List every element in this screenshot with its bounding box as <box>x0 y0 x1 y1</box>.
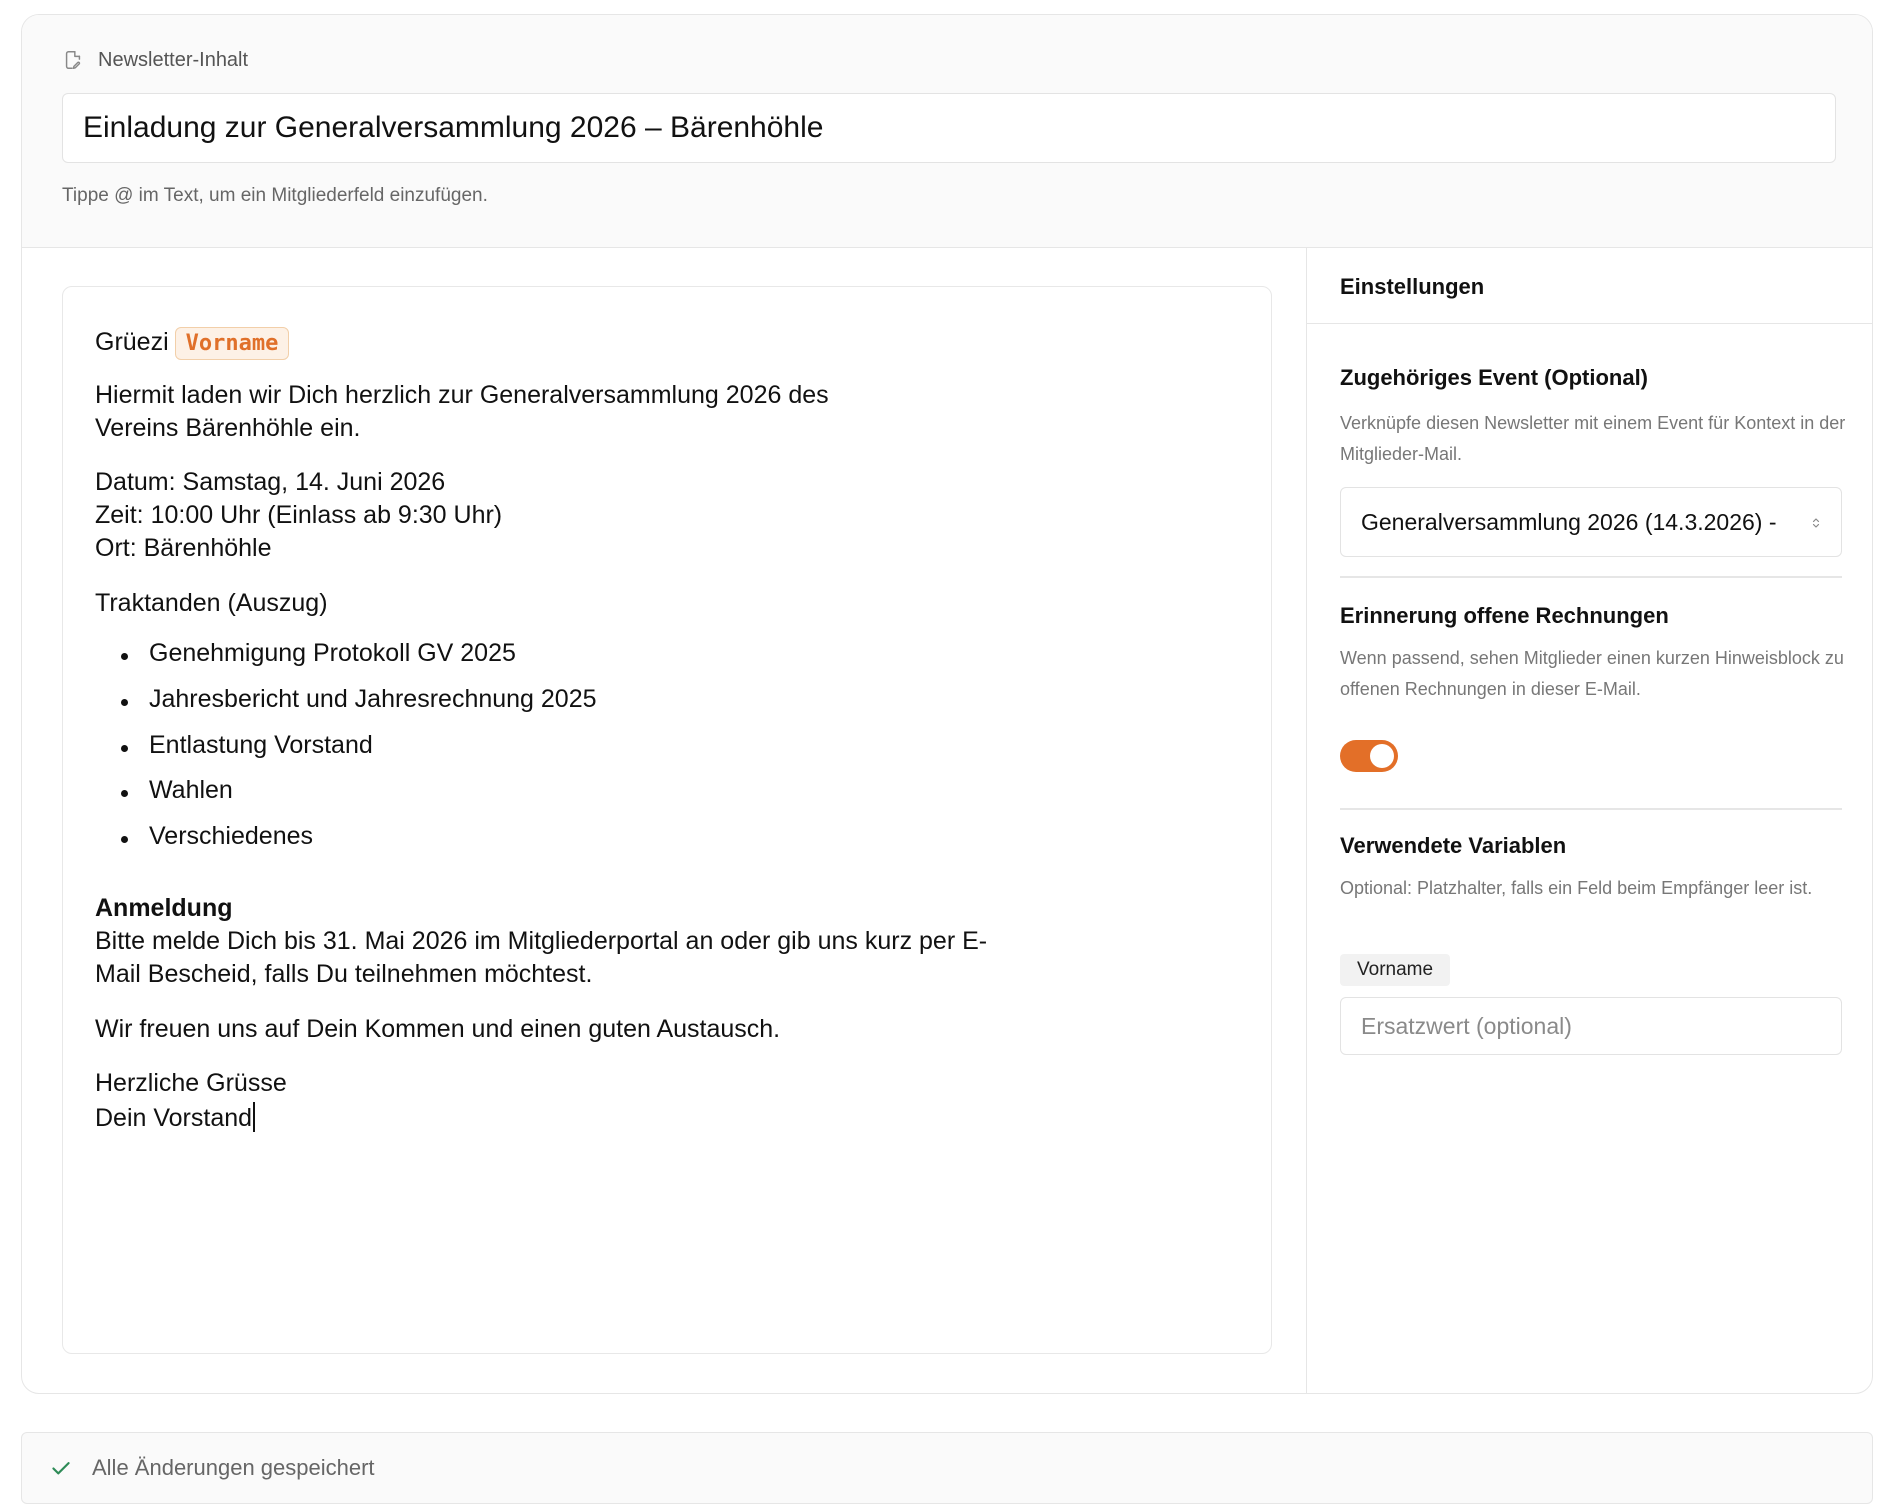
event-select-value: Generalversammlung 2026 (14.3.2026) - <box>1361 508 1777 535</box>
section-label <box>62 45 248 75</box>
settings-header <box>1307 248 1873 324</box>
bullet <box>121 790 128 797</box>
section-label-text: Newsletter-Inhalt <box>98 48 249 71</box>
newsletter-card <box>21 14 1873 1394</box>
newsletter-header <box>22 15 1872 248</box>
closing-line: Wir freuen uns auf Dein Kommen und einen guten Austausch. <box>95 1015 781 1043</box>
variable-chip-vorname[interactable]: Vorname <box>175 327 290 360</box>
subject-input[interactable] <box>62 93 1836 163</box>
variables-description: Optional: Platzhalter, falls ein Feld beim Empfänger leer ist. <box>1340 878 1813 898</box>
settings-title: Einstellungen <box>1340 274 1485 299</box>
reminder-toggle[interactable] <box>1340 740 1398 772</box>
variables-title: Verwendete Variablen <box>1340 833 1567 858</box>
registration-heading: Anmeldung <box>95 894 233 922</box>
reminder-title: Erinnerung offene Rechnungen <box>1340 603 1669 628</box>
agenda-item: Jahresbericht und Jahresrechnung 2025 <box>149 685 597 713</box>
chevron-up-down-icon <box>1811 517 1821 529</box>
intro-line-2: Vereins Bärenhöhle ein. <box>95 414 361 442</box>
divider <box>1340 576 1842 578</box>
bullet <box>121 699 128 706</box>
fallback-input[interactable] <box>1340 997 1842 1055</box>
content-editor[interactable] <box>62 286 1272 1354</box>
event-select[interactable] <box>1340 487 1842 557</box>
registration-line-2: Mail Bescheid, falls Du teilnehmen möchtest. <box>95 960 593 988</box>
file-edit-icon <box>62 49 84 71</box>
signoff-line-1: Herzliche Grüsse <box>95 1069 287 1097</box>
save-status-text: Alle Änderungen gespeichert <box>92 1455 375 1480</box>
mention-hint: Tippe @ im Text, um ein Mitgliederfeld einzufügen. <box>62 185 488 206</box>
reminder-description: Wenn passend, sehen Mitglieder einen kurzen Hinweisblock zu offenen Rechnungen in dieser E-Mail. <box>1340 648 1844 699</box>
divider <box>1340 808 1842 810</box>
agenda-item: Genehmigung Protokoll GV 2025 <box>149 639 516 667</box>
bullet <box>121 745 128 752</box>
place-line: Ort: Bärenhöhle <box>95 534 272 562</box>
agenda-item: Verschiedenes <box>149 822 314 850</box>
agenda-heading: Traktanden (Auszug) <box>95 589 328 617</box>
intro-line-1: Hiermit laden wir Dich herzlich zur Generalversammlung 2026 des <box>95 381 829 409</box>
text-caret <box>253 1102 255 1132</box>
agenda-item: Entlastung Vorstand <box>149 731 373 759</box>
save-status-bar <box>21 1432 1873 1504</box>
settings-sidebar <box>1306 248 1873 1394</box>
registration-line-1: Bitte melde Dich bis 31. Mai 2026 im Mitgliederportal an oder gib uns kurz per E- <box>95 927 988 955</box>
date-line: Datum: Samstag, 14. Juni 2026 <box>95 468 446 496</box>
variable-name-chip: Vorname <box>1340 954 1450 986</box>
check-icon <box>48 1455 74 1481</box>
time-line: Zeit: 10:00 Uhr (Einlass ab 9:30 Uhr) <box>95 501 503 529</box>
greeting-line: Grüezi Vorname <box>95 327 289 360</box>
event-title: Zugehöriges Event (Optional) <box>1340 365 1649 390</box>
bullet <box>121 653 128 660</box>
bullet <box>121 836 128 843</box>
agenda-item: Wahlen <box>149 776 233 804</box>
signoff-line-2: Dein Vorstand <box>95 1102 255 1133</box>
event-description: Verknüpfe diesen Newsletter mit einem Event für Kontext in der Mitglieder-Mail. <box>1340 413 1846 464</box>
